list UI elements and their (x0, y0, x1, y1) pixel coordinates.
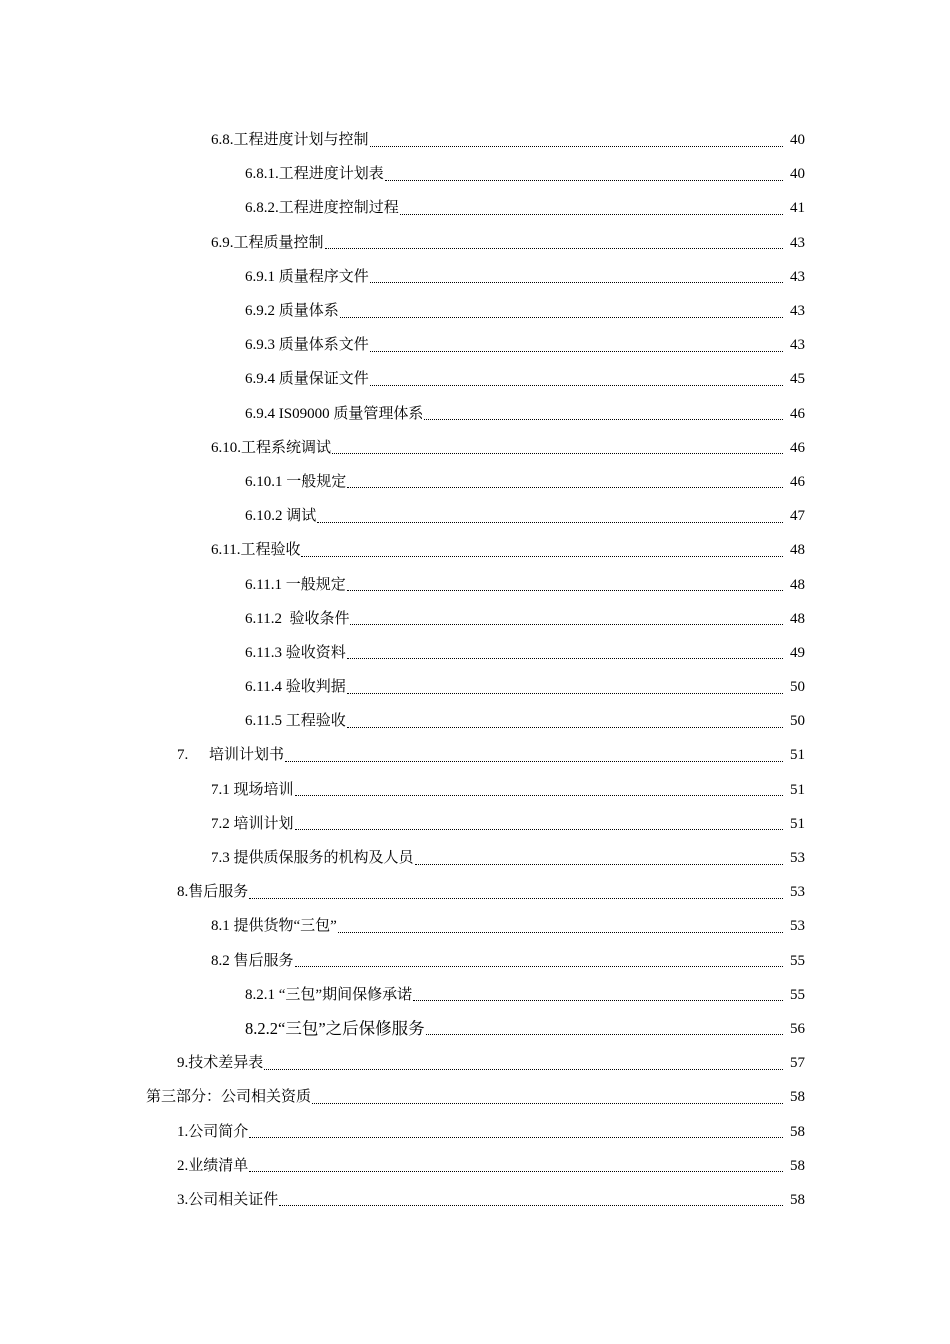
dot-leader (312, 1103, 783, 1104)
toc-entry-title: 6.11.1 一般规定 (245, 576, 346, 593)
toc-entry-title: 7.1 现场培训 (211, 781, 294, 798)
toc-entry-title: 6.8.工程进度计划与控制 (211, 132, 369, 149)
toc-entry[interactable] (0, 1046, 950, 1080)
dot-leader (370, 146, 783, 147)
toc-entry-title: 2.业绩清单 (177, 1157, 249, 1174)
toc-entry-page: 48 (790, 610, 805, 627)
toc-entry-title: 6.9.3 质量体系文件 (245, 337, 369, 354)
dot-leader (295, 829, 783, 830)
dot-leader (347, 487, 783, 488)
toc-entry-page: 58 (790, 1123, 805, 1140)
toc-entry[interactable] (0, 636, 950, 670)
toc-entry[interactable] (0, 670, 950, 704)
toc-entry-title: 6.9.4 IS09000 质量管理体系 (245, 405, 424, 422)
dot-leader (385, 180, 783, 181)
toc-entry[interactable] (0, 1114, 950, 1148)
toc-entry[interactable] (0, 704, 950, 738)
toc-entry[interactable] (0, 1012, 950, 1046)
toc-entry-title: 6.9.工程质量控制 (211, 234, 324, 251)
toc-entry-page: 46 (790, 405, 805, 422)
dot-leader (332, 453, 783, 454)
toc-entry-page: 48 (790, 576, 805, 593)
toc-entry[interactable] (0, 123, 950, 157)
toc-entry-page: 53 (790, 918, 805, 935)
toc-entry[interactable] (0, 226, 950, 260)
dot-leader (400, 214, 783, 215)
toc-entry-title: 6.11.5 工程验收 (245, 713, 346, 730)
toc-entry-page: 50 (790, 679, 805, 696)
toc-entry-title: 8.2.2“三包”之后保修服务 (245, 1018, 425, 1038)
toc-entry-page: 56 (790, 1020, 805, 1037)
toc-entry-title: 6.11.2 验收条件 (245, 610, 350, 627)
dot-leader (279, 1205, 783, 1206)
dot-leader (370, 282, 783, 283)
toc-entry-page: 47 (790, 508, 805, 525)
dot-leader (249, 1171, 783, 1172)
toc-entry-title: 6.10.1 一般规定 (245, 473, 347, 490)
dot-leader (301, 556, 783, 557)
toc-entry-page: 50 (790, 713, 805, 730)
toc-entry-title: 6.8.1.工程进度计划表 (245, 166, 384, 183)
toc-entry[interactable] (0, 328, 950, 362)
toc-entry-page: 51 (790, 781, 805, 798)
toc-entry-page: 58 (790, 1191, 805, 1208)
toc-entry[interactable] (0, 738, 950, 772)
toc-entry-title: 7.3 提供质保服务的机构及人员 (211, 850, 414, 867)
dot-leader (415, 864, 783, 865)
toc-entry[interactable] (0, 294, 950, 328)
dot-leader (350, 624, 783, 625)
toc-entry-title: 6.11.工程验收 (211, 542, 301, 559)
toc-entry[interactable] (0, 499, 950, 533)
toc-entry-page: 45 (790, 371, 805, 388)
toc-entry-page: 46 (790, 473, 805, 490)
toc-entry-page: 51 (790, 815, 805, 832)
table-of-contents (0, 123, 950, 1217)
toc-entry-title: 3.公司相关证件 (177, 1191, 279, 1208)
toc-entry[interactable] (0, 602, 950, 636)
dot-leader (338, 932, 783, 933)
toc-entry-title: 6.9.1 质量程序文件 (245, 268, 369, 285)
toc-entry[interactable] (0, 1080, 950, 1114)
toc-entry-title: 8.2.1 “三包”期间保修承诺 (245, 986, 413, 1003)
dot-leader (295, 795, 783, 796)
toc-entry-title: 6.11.4 验收判据 (245, 679, 346, 696)
dot-leader (347, 693, 783, 694)
dot-leader (347, 727, 783, 728)
dot-leader (370, 385, 783, 386)
toc-entry-title: 6.11.3 验收资料 (245, 644, 346, 661)
toc-entry-title: 6.8.2.工程进度控制过程 (245, 200, 399, 217)
toc-entry[interactable] (0, 875, 950, 909)
toc-entry-page: 57 (790, 1055, 805, 1072)
toc-entry-page: 51 (790, 747, 805, 764)
dot-leader (413, 1000, 783, 1001)
toc-entry-page: 43 (790, 234, 805, 251)
dot-leader (340, 317, 783, 318)
toc-entry-number: 7. (177, 747, 189, 764)
toc-entry[interactable] (0, 191, 950, 225)
toc-entry-title: 6.10.工程系统调试 (211, 439, 332, 456)
dot-leader (285, 761, 783, 762)
toc-entry-page: 53 (790, 884, 805, 901)
toc-entry-title: 1.公司简介 (177, 1123, 249, 1140)
toc-entry[interactable] (0, 260, 950, 294)
toc-entry[interactable] (0, 1149, 950, 1183)
toc-entry-title: 8.售后服务 (177, 884, 249, 901)
toc-entry-page: 58 (790, 1089, 805, 1106)
toc-entry-label: 培训计划书 (209, 747, 285, 764)
toc-entry-page: 49 (790, 644, 805, 661)
toc-entry-title: 7.2 培训计划 (211, 815, 294, 832)
dot-leader (347, 658, 783, 659)
dot-leader (370, 351, 783, 352)
dot-leader (426, 1034, 783, 1035)
toc-entry[interactable] (0, 533, 950, 567)
toc-entry-page: 48 (790, 542, 805, 559)
toc-entry-title: 6.10.2 调试 (245, 508, 317, 525)
toc-entry[interactable] (0, 841, 950, 875)
toc-entry-page: 55 (790, 952, 805, 969)
toc-entry-title: 8.2 售后服务 (211, 952, 294, 969)
toc-entry-title: 6.9.2 质量体系 (245, 303, 339, 320)
toc-entry-title: 6.9.4 质量保证文件 (245, 371, 369, 388)
toc-entry-page: 58 (790, 1157, 805, 1174)
dot-leader (249, 898, 783, 899)
dot-leader (249, 1137, 783, 1138)
toc-entry-page: 46 (790, 439, 805, 456)
toc-entry-page: 43 (790, 303, 805, 320)
toc-entry[interactable] (0, 567, 950, 601)
toc-entry[interactable] (0, 431, 950, 465)
toc-entry-page: 41 (790, 200, 805, 217)
toc-entry[interactable] (0, 1183, 950, 1217)
dot-leader (347, 590, 783, 591)
toc-entry[interactable] (0, 773, 950, 807)
toc-entry-page: 40 (790, 166, 805, 183)
toc-entry-title (177, 745, 284, 765)
dot-leader (317, 522, 783, 523)
toc-entry-page: 53 (790, 850, 805, 867)
toc-entry[interactable] (0, 362, 950, 396)
toc-entry[interactable] (0, 807, 950, 841)
dot-leader (424, 419, 783, 420)
toc-entry[interactable] (0, 157, 950, 191)
toc-entry[interactable] (0, 944, 950, 978)
toc-entry-page: 43 (790, 268, 805, 285)
toc-entry-title: 8.1 提供货物“三包” (211, 918, 337, 935)
dot-leader (264, 1069, 783, 1070)
toc-entry-page: 43 (790, 337, 805, 354)
toc-entry[interactable] (0, 465, 950, 499)
dot-leader (295, 966, 783, 967)
toc-entry[interactable] (0, 397, 950, 431)
toc-entry-title: 第三部分：公司相关资质 (146, 1089, 312, 1106)
toc-entry[interactable] (0, 909, 950, 943)
toc-entry-title: 9.技术差异表 (177, 1055, 264, 1072)
dot-leader (325, 248, 783, 249)
toc-entry-page: 55 (790, 986, 805, 1003)
toc-entry[interactable] (0, 978, 950, 1012)
toc-entry-page: 40 (790, 132, 805, 149)
